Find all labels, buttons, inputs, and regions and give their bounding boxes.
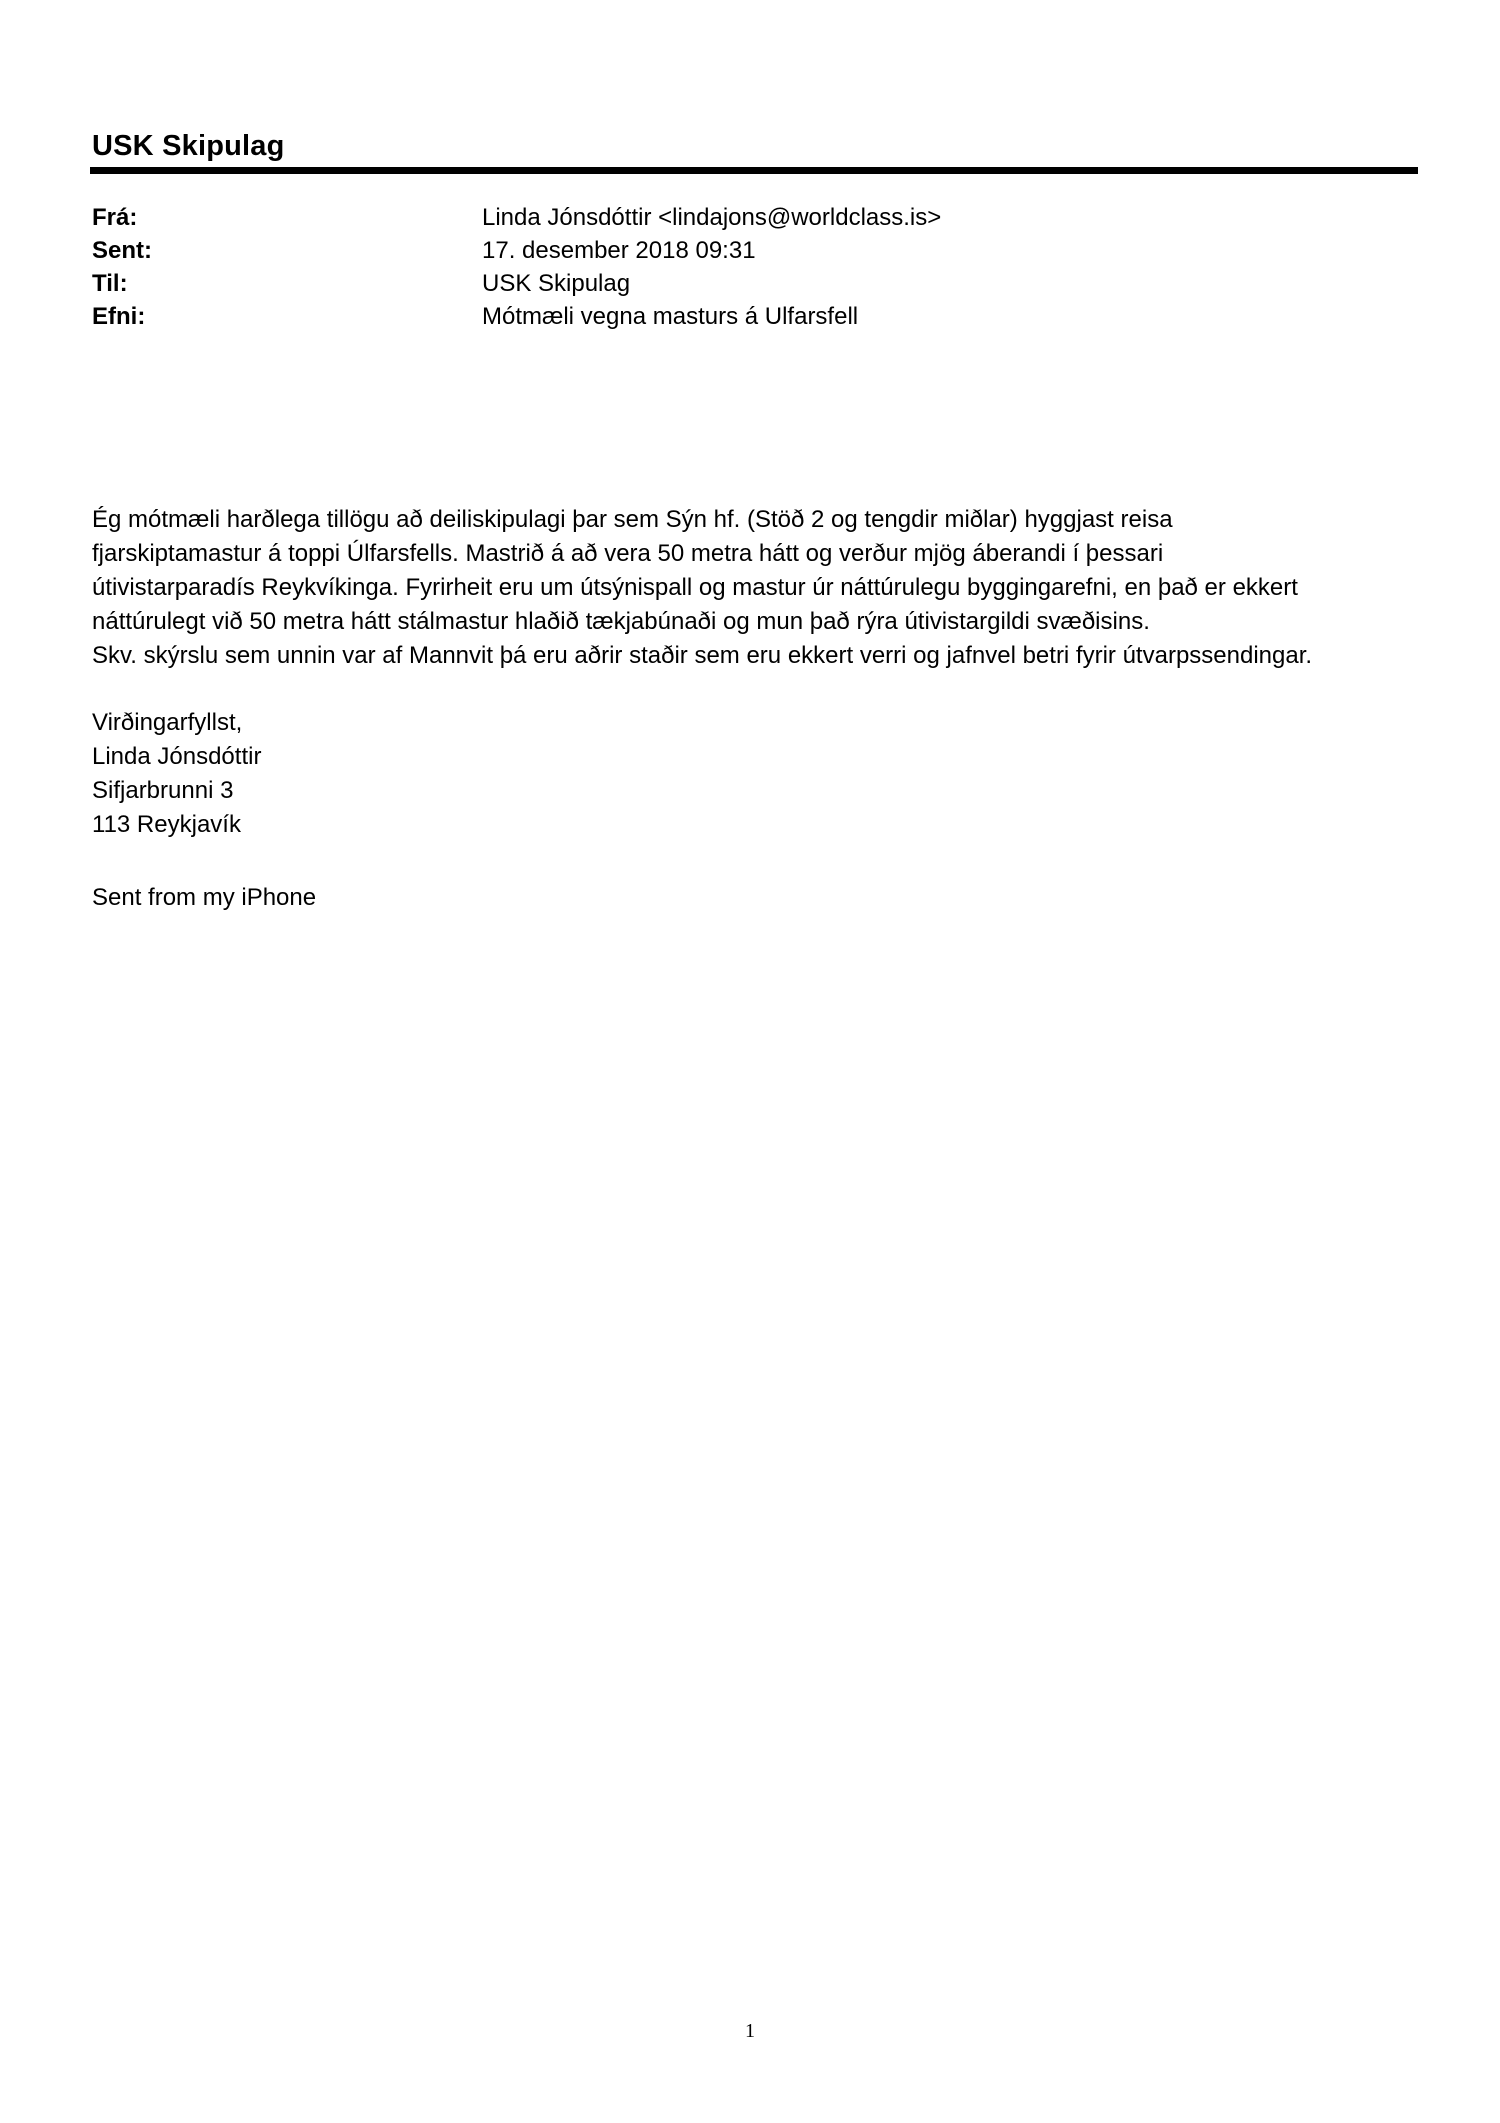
subject-label: Efni: <box>92 303 146 330</box>
to-value: USK Skipulag <box>482 270 631 297</box>
sent-from-note: Sent from my iPhone <box>92 884 317 911</box>
sent-value: 17. desember 2018 09:31 <box>482 237 756 264</box>
subject-value: Mótmæli vegna masturs á Ulfarsfell <box>482 303 859 330</box>
signature-name: Linda Jónsdóttir <box>92 743 262 770</box>
header-row-to <box>92 267 1392 300</box>
email-header <box>92 201 1392 333</box>
body-line: Skv. skýrslu sem unnin var af Mannvit þá eru aðrir staðir sem eru ekkert verri og jafnvel betri fyrir útvarpssendingar. <box>92 642 1313 669</box>
signature-city: 113 Reykjavík <box>92 811 241 838</box>
signature-block <box>92 706 261 842</box>
email-body <box>92 503 1422 673</box>
header-row-subject <box>92 300 1392 333</box>
document-title: USK Skipulag <box>92 130 285 162</box>
signature-street: Sifjarbrunni 3 <box>92 777 234 804</box>
from-value: Linda Jónsdóttir <lindajons@worldclass.is> <box>482 204 942 231</box>
body-line: útivistarparadís Reykvíkinga. Fyrirheit eru um útsýnispall og mastur úr náttúrulegu byggingarefni, en það er ekkert <box>92 574 1298 601</box>
to-label: Til: <box>92 270 128 297</box>
header-row-sent <box>92 234 1392 267</box>
body-line: fjarskiptamastur á toppi Úlfarsfells. Mastrið á að vera 50 metra hátt og verður mjög áberandi í þessari <box>92 540 1164 567</box>
sent-label: Sent: <box>92 237 152 264</box>
signature-closing: Virðingarfyllst, <box>92 709 243 736</box>
header-row-from <box>92 201 1392 234</box>
title-divider <box>90 167 1418 174</box>
from-label: Frá: <box>92 204 138 231</box>
body-line: Ég mótmæli harðlega tillögu að deiliskipulagi þar sem Sýn hf. (Stöð 2 og tengdir miðlar) hyggjast reisa <box>92 506 1173 533</box>
page-number: 1 <box>745 2020 755 2042</box>
body-line: náttúrulegt við 50 metra hátt stálmastur hlaðið tækjabúnaði og mun það rýra útivistargildi svæðisins. <box>92 608 1150 635</box>
